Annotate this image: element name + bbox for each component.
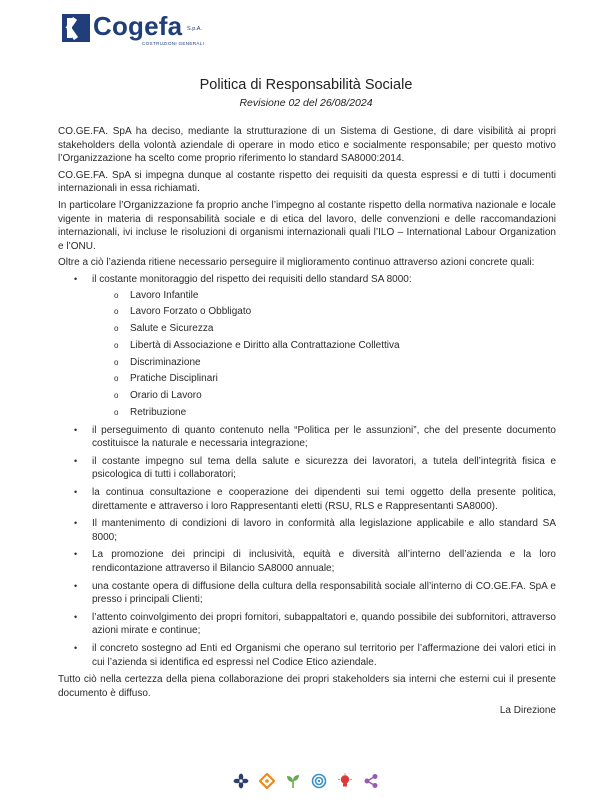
sub-list-item <box>92 339 556 353</box>
lightbulb-icon <box>337 772 354 789</box>
puzzle-icon <box>259 772 276 789</box>
circle-bullet-icon: o <box>114 391 119 401</box>
sub-list-item <box>92 372 556 386</box>
sub-list-item-text: Salute e Sicurezza <box>130 323 214 335</box>
list-item <box>58 580 556 607</box>
logo-mark-icon <box>62 14 90 42</box>
logo-subtitle: COSTRUZIONI GENERALI <box>142 41 205 46</box>
list-item <box>58 517 556 544</box>
list-item-text: la continua consultazione e cooperazione dei dipendenti sui temi oggetto della presente politica, direttamente e attraverso i loro Rappresentanti eletti (RSU, RLS e Rappresentanti SA8000). <box>92 486 556 512</box>
revision-line: Revisione 02 del 26/08/2024 <box>239 97 373 109</box>
list-item-text: il perseguimento di quanto contenuto nella “Politica per le assunzioni”, che del presente documento costituisce la naturale e necessaria integrazione; <box>92 424 556 450</box>
flower-icon <box>233 772 250 789</box>
sub-list-item-text: Lavoro Infantile <box>130 289 199 301</box>
sub-list-item-text: Retribuzione <box>130 407 187 418</box>
list-item-text: La promozione dei principi di inclusività, equità e diversità all’interno dell’azienda e la loro rendicontazione attraverso il Bilancio SA8000 annuale; <box>92 549 556 574</box>
circle-bullet-icon: o <box>114 340 119 350</box>
sub-list-item-text: Lavoro Forzato o Obbligato <box>130 306 252 318</box>
logo-name: Cogefa <box>93 11 183 41</box>
paragraph: Oltre a ciò l’azienda ritiene necessario perseguire il miglioramento continuo attraverso azioni concrete quali: <box>58 257 535 269</box>
circle-bullet-icon: o <box>114 290 119 300</box>
circle-bullet-icon: o <box>114 374 119 384</box>
actions-list <box>58 273 556 669</box>
share-icon <box>363 772 380 789</box>
sub-list-item <box>92 322 556 336</box>
list-item <box>58 455 556 482</box>
sub-list-item-text: Libertà di Associazione e Diritto alla Contrattazione Collettiva <box>130 339 400 351</box>
sub-list-item <box>92 389 556 403</box>
circle-bullet-icon: o <box>114 307 119 317</box>
paragraph: In particolare l’Organizzazione fa proprio anche l’impegno al costante rispetto della normativa nazionale e locale vigente in materia di responsabilità sociale e di etica del lavoro, delle convenzioni e delle raccomandazioni internazionali, ivi incluse le risoluzioni di organismi internazionali quali l’ILO – International Labour Organization e l’ONU. <box>58 199 556 252</box>
requirements-sublist <box>92 289 556 420</box>
sub-list-item <box>92 305 556 319</box>
sub-list-item-text: Pratiche Disciplinari <box>130 373 218 385</box>
bullet-icon: • <box>74 455 78 466</box>
sub-list-item <box>92 406 556 420</box>
list-item <box>58 273 556 420</box>
signature: La Direzione <box>499 705 556 717</box>
list-item <box>58 424 556 451</box>
circle-bullet-icon: o <box>114 324 119 334</box>
list-item-text: Il mantenimento di condizioni di lavoro in conformità alla legislazione applicabile e allo standard SA 8000; <box>92 518 556 543</box>
bullet-icon: • <box>74 424 78 435</box>
list-item <box>58 611 556 638</box>
list-item <box>58 548 556 575</box>
sprout-icon <box>285 772 302 789</box>
list-item-text: il costante monitoraggio del rispetto dei requisiti dello standard SA 8000: <box>92 273 412 285</box>
bullet-icon: • <box>74 611 78 622</box>
bullet-icon: • <box>74 580 78 591</box>
circle-bullet-icon: o <box>114 408 119 417</box>
paragraph: CO.GE.FA. SpA si impegna dunque al costante rispetto dei requisiti da questa espressi e di tutti i documenti internazionali in essa richiamati. <box>58 169 556 195</box>
target-icon <box>311 772 328 789</box>
company-logo <box>62 12 232 48</box>
list-item-text: il costante impegno sul tema della salute e sicurezza dei lavoratori, a tutela dell’integrità fisica e psicologica di tutti i collaboratori; <box>92 455 556 481</box>
bullet-icon: • <box>74 273 78 284</box>
sub-list-item <box>92 356 556 370</box>
paragraph: CO.GE.FA. SpA ha deciso, mediante la strutturazione di un Sistema di Gestione, di dare visibilità ai propri stakeholders della volontà aziendale di operare in modo etico e socialmente responsabile; per questo motivo l’Organizzazione ha scelto come proprio riferimento lo standard SA8000:2014. <box>58 126 556 165</box>
document-title: Politica di Responsabilità Sociale <box>199 77 413 93</box>
sub-list-item-text: Orario di Lavoro <box>130 390 202 402</box>
sub-list-item <box>92 289 556 303</box>
bullet-icon: • <box>74 486 78 497</box>
list-item <box>58 642 556 669</box>
bullet-icon: • <box>74 549 78 560</box>
list-item-text: una costante opera di diffusione della cultura della responsabilità sociale all’interno di CO.GE.FA. SpA e presso i principali Clienti; <box>92 580 556 606</box>
list-item <box>58 486 556 513</box>
list-item-text: il concreto sostegno ad Enti ed Organismi che operano sul territorio per l’affermazione dei valori etici in cui l’azienda si identifica ed espressi nel Codice Etico aziendale. <box>92 642 556 668</box>
document-body <box>58 125 556 718</box>
circle-bullet-icon: o <box>114 357 119 367</box>
list-item-text: l’attento coinvolgimento dei propri fornitori, subappaltatori e, quando possibile dei subfornitori, attraverso azioni mirate e continue; <box>92 611 556 637</box>
bullet-icon: • <box>74 518 78 529</box>
logo-spa: S.p.A. <box>187 26 202 32</box>
closing-paragraph: Tutto ciò nella certezza della piena collaborazione dei propri stakeholders sia interni che esterni cui il presente documento è diffuso. <box>58 674 556 699</box>
bullet-icon: • <box>74 642 78 653</box>
sub-list-item-text: Discriminazione <box>130 356 201 368</box>
footer-icons <box>0 772 612 789</box>
